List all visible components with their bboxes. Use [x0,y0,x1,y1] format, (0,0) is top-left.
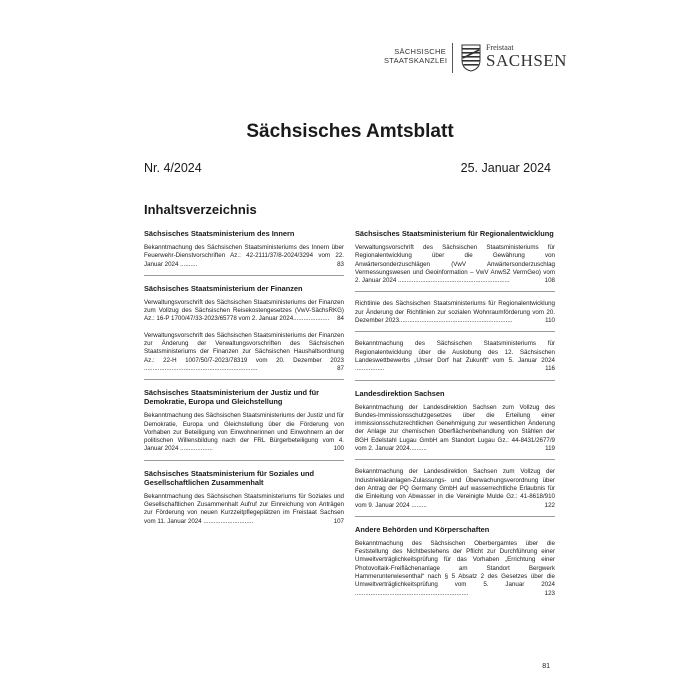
section-heading: Sächsisches Staatsministerium der Finanzen [144,283,303,293]
section-heading: Sächsisches Staatsministerium für Soziales und Gesellschaftlichen Zusammenhalt [144,468,315,487]
freistaat-sachsen-label: Freistaat SACHSEN [486,43,567,70]
toc-entry-page: 123 [544,589,555,597]
toc-entry-page: 100 [333,445,344,453]
section-heading: Andere Behörden und Körperschaften [355,524,490,534]
entry-divider [355,459,555,460]
toc-entry-page: 84 [337,315,344,323]
issue-number: Nr. 4/2024 [144,161,202,175]
section-divider [144,460,344,461]
page-number: 81 [542,663,550,670]
toc-entry-page: 116 [545,365,555,373]
toc-entry[interactable]: Bekanntmachung des Sächsischen Oberbergamtes über die Feststellung des Nichtbestehens der Pflicht zur Durchführung einer Umweltverträglichkeitsprüfung für das Vorhaben „Errichtung einer Photovoltaik-Freiflächenanlage am Standort Bergwerk Hammerunterwiesenthal“ nach § 5 Absatz 2 des Gesetzes über die Umweltverträglichkeitsprüfung vom 5. Januar 2024 .................................................................. 123 [355,539,555,597]
toc-heading: Inhaltsverzeichnis [144,202,257,217]
toc-entry-page: 119 [545,445,555,453]
toc-entry[interactable]: Bekanntmachung der Landesdirektion Sachsen zum Vollzug der Industriekläranlagen-Zulassungs- und Überwachungsverordnung über den Antrag der PQ Germany GmbH auf wasserrechtliche Erlaubnis für die Einleitung von Abwasser in die Vereinigte Mulde Gz.: 41-8618/910 vom 9. Januar 2024 ......... 122 [355,468,555,509]
toc-left-column [144,229,344,526]
section-divider [355,516,555,517]
toc-entry[interactable]: Verwaltungsvorschrift des Sächsischen Staatsministeriums für Regionalentwicklung über die Gewährung von Anwärtersonderzuschlägen (VwV Anwärtersonderzuschlag Vermessungswesen und Geoinformation – VwV AnwSZ VermGeo) vom 2. Januar 2024 ................................................................. 108 [355,244,555,285]
logo-divider [452,43,453,73]
section-divider [144,275,344,276]
issue-date: 25. Januar 2024 [460,161,551,175]
toc-entry[interactable]: Bekanntmachung des Sächsischen Staatsministeriums für Regionalentwicklung über die Auslobung des 12. Sächsischen Landeswettbewerbs „Unser Dorf hat Zukunft“ vom 5. Januar 2024 ................. 116 [355,340,555,373]
toc-entry[interactable]: Bekanntmachung der Landesdirektion Sachsen zum Vollzug des Bundes-Immissionsschutzgesetzes über die Erteilung einer immissionsschutzrechtlichen Genehmigung zur wesentlichen Änderung der Anlage zur chemischen Oberflächenbehandlung von Stählen der BGH Edelstahl Lugau GmbH am Standort Lugau Gz.: 44-8431/2677/9 vom 2. Januar 2024.......... 119 [355,403,555,453]
toc-entry[interactable]: Bekanntmachung des Sächsischen Staatsministeriums des Innern über Feuerwehr-Dienstvorschriften Az.: 42-2111/37/8-2024/3294 vom 22. Januar 2024 .......... 83 [144,244,344,268]
entry-divider [355,291,555,292]
page-title: Sächsisches Amtsblatt [246,121,454,142]
toc-entry-page: 122 [544,501,555,509]
toc-entry[interactable]: Verwaltungsvorschrift des Sächsischen Staatsministeriums der Finanzen zum Vollzug des Sächsischen Reisekostengesetzes (VwV-SächsRKG) Az.: 16-P 1700/47/33-2023/65778 vom 2. Januar 2024..................... 84 [144,298,344,323]
saxony-crest-icon [461,44,481,72]
section-divider [144,379,344,380]
toc-entry[interactable]: Bekanntmachung des Sächsischen Staatsministeriums für Soziales und Gesellschaftlichen Zusammenhalt Aufruf zur Einreichung von Anträgen zur Förderung von neuen Kurzzeitpflegeplätzen im Freistaat Sachsen vom 11. Januar 2024 ............................. 107 [144,492,344,525]
toc-entry[interactable]: Bekanntmachung des Sächsischen Staatsministeriums der Justiz und für Demokratie, Europa und Gleichstellung über die Förderung von Vorhaben zur Beteiligung von Einwohnerinnen und Einwohnern an der politischen Willensbildung nach der FRL Bürgerbeteiligung vom 4. Januar 2024 ................... 100 [144,412,344,453]
toc-entry-page: 87 [337,364,344,372]
toc-entry-page: 83 [337,260,344,268]
section-heading: Sächsisches Staatsministerium des Innern [144,229,295,238]
toc-entry-page: 107 [333,517,344,525]
section-heading: Landesdirektion Sachsen [355,388,445,398]
toc-entry-page: 110 [545,317,555,325]
section-heading: Sächsisches Staatsministerium der Justiz und für Demokratie, Europa und Gleichstellung [144,388,319,407]
entry-divider [355,331,555,332]
toc-entry[interactable]: Verwaltungsvorschrift des Sächsischen Staatsministeriums der Finanzen zur Änderung der Verwaltungsvorschriften des Sächsischen Staatsministeriums der Finanzen zur Sächsischen Haushaltsordnung Az.: 22-H 1007/50/7-2023/78319 vom 20. Dezember 2023 .................................................................. 87 [144,331,344,372]
staatskanzlei-label: SÄCHSISCHE STAATSKANZLEI [384,47,448,65]
toc-entry-page: 108 [544,277,555,285]
section-divider [355,380,555,381]
toc-right-column [355,229,555,598]
toc-entry[interactable]: Richtlinie des Sächsischen Staatsministeriums für Regionalentwicklung zur Änderung der Richtlinien zur sozialen Wohnraumförderung vom 20. Dezember 2023.................................................................. 110 [355,300,555,325]
section-heading: Sächsisches Staatsministerium für Regionalentwicklung [355,229,554,238]
